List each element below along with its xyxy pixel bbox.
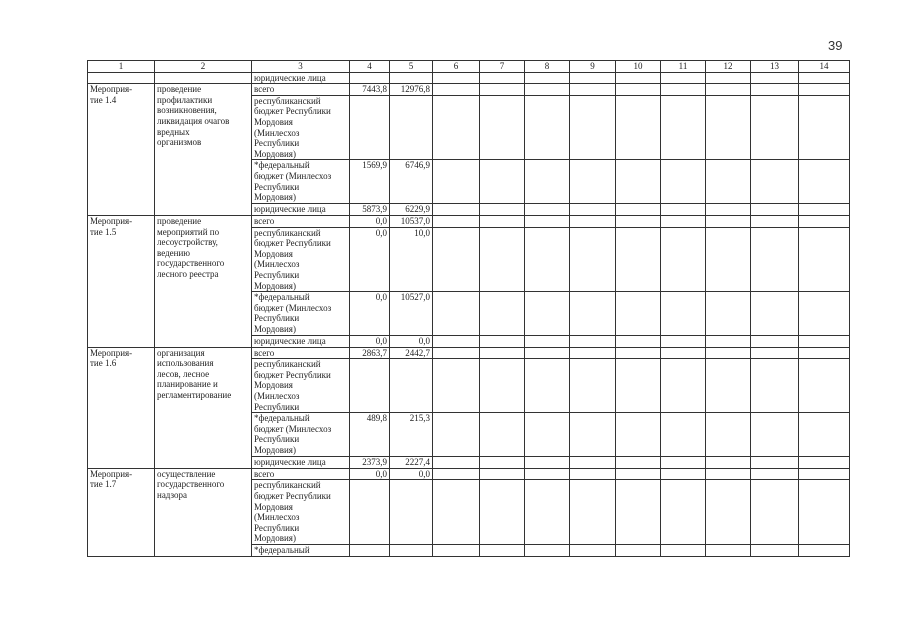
- header-cell: 5: [390, 61, 433, 73]
- funding-source-label: *федеральный: [252, 545, 350, 557]
- value-cell: 6229,9: [390, 204, 433, 216]
- value-cell: 0,0: [350, 292, 390, 336]
- measure-id: Мероприя- тие 1.5: [88, 215, 155, 347]
- measure-description: организация использования лесов, лесное планирование и регламентирование: [155, 347, 252, 468]
- header-cell: 4: [350, 61, 390, 73]
- funding-source-label: всего: [252, 347, 350, 359]
- header-cell: 8: [525, 61, 570, 73]
- header-cell: 13: [751, 61, 799, 73]
- value-cell: 12976,8: [390, 84, 433, 96]
- table-row: [88, 347, 850, 359]
- measure-description: проведение профилактики возникновения, ликвидация очагов вредных организмов: [155, 84, 252, 216]
- funding-source-label: юридические лица: [252, 204, 350, 216]
- value-cell: 7443,8: [350, 84, 390, 96]
- value-cell: [390, 359, 433, 413]
- value-cell: 2442,7: [390, 347, 433, 359]
- measure-description: осуществление государственного надзора: [155, 468, 252, 556]
- table-row: [88, 215, 850, 227]
- funding-source-label: республиканский бюджет Республики Мордовия (Минлесхоз Республики: [252, 359, 350, 413]
- funding-source-label: *федеральный бюджет (Минлесхоз Республики Мордовия): [252, 292, 350, 336]
- funding-source-label: всего: [252, 84, 350, 96]
- value-cell: 0,0: [350, 215, 390, 227]
- header-cell: 14: [799, 61, 850, 73]
- funding-source-label: республиканский бюджет Республики Мордовия (Минлесхоз Республики Мордовия): [252, 227, 350, 292]
- funding-source-label: республиканский бюджет Республики Мордовия (Минлесхоз Республики Мордовия): [252, 480, 350, 545]
- value-cell: [350, 95, 390, 160]
- header-cell: 6: [433, 61, 480, 73]
- value-cell: 10,0: [390, 227, 433, 292]
- value-cell: 10537,0: [390, 215, 433, 227]
- funding-source-label: всего: [252, 215, 350, 227]
- funding-source-label: республиканский бюджет Республики Мордовия (Минлесхоз Республики Мордовия): [252, 95, 350, 160]
- funding-source-label: всего: [252, 468, 350, 480]
- table-row: [88, 84, 850, 96]
- value-cell: 2373,9: [350, 457, 390, 469]
- header-cell: 11: [661, 61, 706, 73]
- page-number: 39: [828, 38, 843, 53]
- measure-description: проведение мероприятий по лесоустройству, ведению государственного лесного реестра: [155, 215, 252, 347]
- value-cell: 5873,9: [350, 204, 390, 216]
- funding-source-label: юридические лица: [252, 336, 350, 348]
- value-cell: 10527,0: [390, 292, 433, 336]
- table-row: [88, 468, 850, 480]
- measure-id: Мероприя- тие 1.6: [88, 347, 155, 468]
- value-cell: 0,0: [350, 227, 390, 292]
- value-cell: 6746,9: [390, 160, 433, 204]
- value-cell: 0,0: [350, 336, 390, 348]
- value-cell: 2227,4: [390, 457, 433, 469]
- header-cell: 9: [570, 61, 616, 73]
- value-cell: [390, 95, 433, 160]
- header-cell: 7: [480, 61, 525, 73]
- value-cell: 215,3: [390, 413, 433, 457]
- header-cell: 10: [616, 61, 661, 73]
- value-cell: 0,0: [390, 336, 433, 348]
- value-cell: [350, 480, 390, 545]
- value-cell: 489,8: [350, 413, 390, 457]
- funding-source-label: *федеральный бюджет (Минлесхоз Республики Мордовия): [252, 413, 350, 457]
- funding-source-label: юридические лица: [252, 457, 350, 469]
- table-row: [88, 72, 850, 84]
- funding-source-label: *федеральный бюджет (Минлесхоз Республики Мордовия): [252, 160, 350, 204]
- value-cell: [390, 480, 433, 545]
- header-cell: 12: [706, 61, 751, 73]
- measure-id: Мероприя- тие 1.7: [88, 468, 155, 556]
- header-cell: 1: [88, 61, 155, 73]
- value-cell: 0,0: [350, 468, 390, 480]
- value-cell: 0,0: [390, 468, 433, 480]
- header-row: [88, 61, 850, 73]
- budget-table: [87, 60, 850, 557]
- funding-source-label: юридические лица: [252, 72, 350, 84]
- header-cell: 2: [155, 61, 252, 73]
- value-cell: 1569,9: [350, 160, 390, 204]
- header-cell: 3: [252, 61, 350, 73]
- measure-id: Мероприя- тие 1.4: [88, 84, 155, 216]
- value-cell: 2863,7: [350, 347, 390, 359]
- value-cell: [350, 359, 390, 413]
